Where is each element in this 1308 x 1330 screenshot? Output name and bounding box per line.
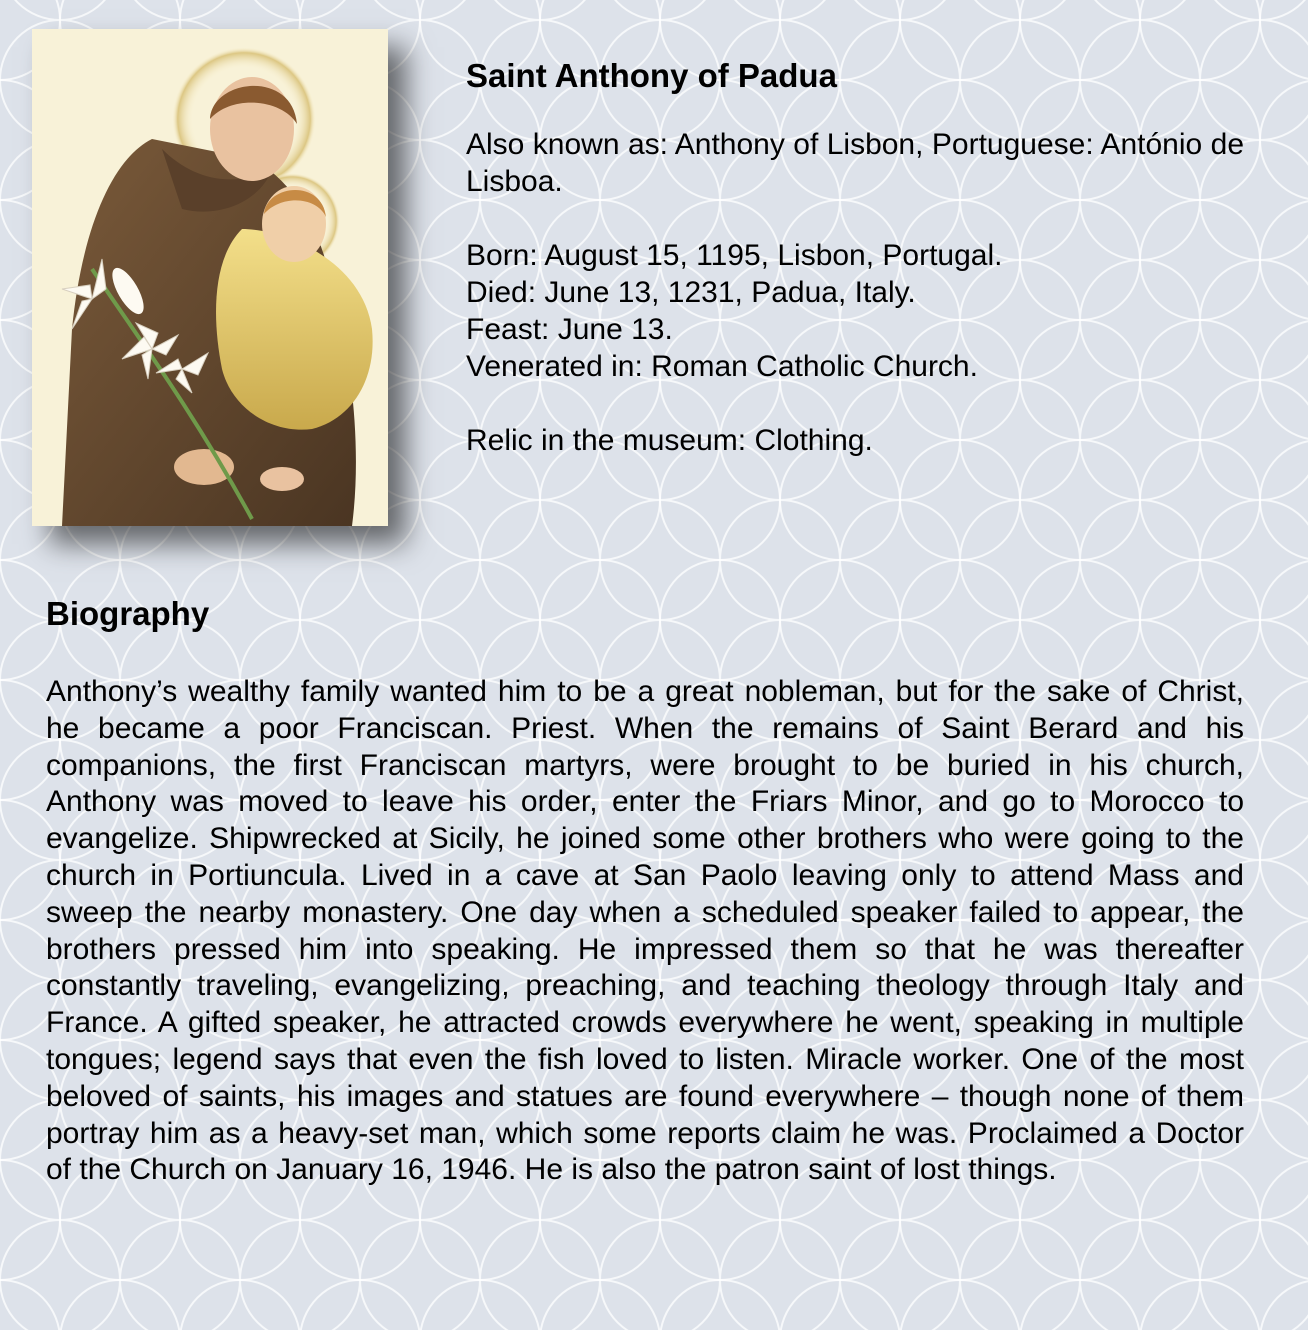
biography-text: Anthony’s wealthy family wanted him to be a great nobleman, but for the sake of Christ, he became a poor Franciscan. Priest. When the remains of Saint Berard and his companions, the first Franciscan martyrs, were brought to be buried in his church, Anthony was moved to leave his order, enter the Friars Minor, and go to Morocco to evangelize. Shipwrecked at Sicily, he joined some other brothers who were going to the church in Portiuncula. Lived in a cave at San Paolo leaving only to attend Mass and sweep the nearby monastery. One day when a scheduled speaker failed to appear, the brothers pressed him into speaking. He impressed them so that he was thereafter constantly traveling, evangelizing, preaching, and teaching theology through Italy and France. A gifted speaker, he attracted crowds everywhere he went, speaking in multiple tongues; legend says that even the fish loved to listen. Miracle worker. One of the most beloved of saints, his images and statues are found everywhere – though none of them portray him as a heavy-set man, which some reports claim he was. Proclaimed a Doctor of the Church on January 16, 1946. He is also the patron saint of lost things. [46,675,1244,1187]
saint-info-panel [466,56,1244,459]
biography-section [46,594,1244,1189]
spacer [466,200,1244,237]
born-date: Born: August 15, 1195, Lisbon, Portugal. [466,239,1003,272]
saint-portrait-image [32,29,388,526]
death-date: Died: June 13, 1231, Padua, Italy. [466,276,916,309]
relic-info: Relic in the museum: Clothing. [466,424,873,457]
saint-name-title: Saint Anthony of Padua [466,57,837,94]
feast-day: Feast: June 13. [466,313,673,346]
spacer [466,385,1244,422]
venerated-in: Venerated in: Roman Catholic Church. [466,350,978,383]
biography-heading: Biography [46,595,210,632]
also-known-as: Also known as: Anthony of Lisbon, Portuguese: António de Lisboa. [466,128,1244,198]
